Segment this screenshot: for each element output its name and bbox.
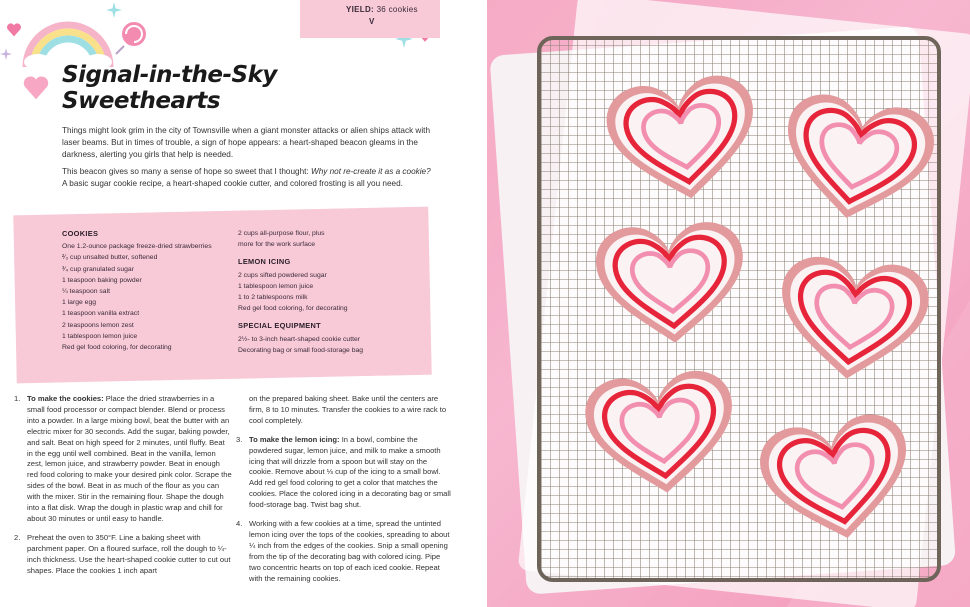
- recipe-title-line2: Sweethearts: [62, 88, 221, 114]
- steps-column-right: [236, 394, 451, 593]
- lollipop-icon: [112, 16, 152, 56]
- step-heading: To make the cookies:: [27, 394, 104, 403]
- step-body: Preheat the oven to 350°F. Line a baking sheet with parchment paper. On a floured surface, roll the dough to ¼-inch thickness. Use the heart-shaped cookie cutter to cut out shapes. Place the cookies 1 inch apart: [27, 532, 231, 575]
- heart-icon: [6, 22, 22, 38]
- recipe-step: [236, 435, 451, 511]
- ingredient-item: ³⁄₄ cup granulated sugar: [62, 265, 134, 273]
- yield-text: [346, 5, 418, 14]
- ingredient-item: 1 to 2 tablespoons milk: [238, 294, 308, 302]
- ingredient-item: 2 cups sifted powdered sugar: [238, 271, 327, 279]
- yield-value: 36 cookies: [376, 5, 418, 14]
- ingredient-item: 1 teaspoon vanilla extract: [62, 310, 140, 318]
- equipment-item: Decorating bag or small food-storage bag: [238, 346, 364, 354]
- ingredient-item: ¼ teaspoon salt: [62, 288, 110, 296]
- ingredient-item: Red gel food coloring, for decorating: [238, 305, 348, 313]
- ingredient-item: 1 tablespoon lemon juice: [238, 282, 314, 290]
- equipment-item: 2½- to 3-inch heart-shaped cookie cutter: [238, 335, 361, 343]
- ingredient-item: 1 teaspoon baking powder: [62, 276, 142, 284]
- sparkle-icon: [106, 2, 122, 18]
- yield-label: YIELD:: [346, 5, 375, 14]
- step-body: In a bowl, combine the powdered sugar, lemon juice, and milk to make a smooth icing that will drizzle from a spoon but will stay on the cookie. Remove about ⅓ cup of the icing to a small bowl. Add red gel food coloring to get a color that matches the cookies. Place the colored icing in a decorating bag or small food-storage bag. Twist bag shut.: [249, 434, 451, 510]
- recipe-step: [14, 394, 232, 525]
- intro-text: This beacon gives so many a sense of hope so sweet that I thought:: [62, 167, 311, 176]
- ingredient-item: more for the work surface: [238, 241, 316, 249]
- step-continuation: on the prepared baking sheet. Bake until the centers are firm, 8 to 10 minutes. Transfer the cookies to a wire rack to cool completely.: [249, 394, 447, 425]
- step-number: 4.: [236, 519, 243, 529]
- intro-paragraph: Things might look grim in the city of Townsville when a giant monster attacks or alien ships attack with laser beams. But in times of trouble, a sign of hope appears: a heart-shaped beacon gleams in the darkness, alerting you girls that help is needed.: [62, 126, 430, 159]
- ingredients-cookies: [62, 228, 232, 353]
- ingredient-item: ²⁄₃ cup unsalted butter, softened: [62, 254, 158, 262]
- step-text: [27, 394, 232, 525]
- step-body: Place the dried strawberries in a small food processor or compact blender. Blend or process into a powder. In a large mixing bowl, beat the butter with an electric mixer for 30 seconds. Add the sugar, baking powder, and salt. Beat on high speed for 2 minutes, until fluffy. Beat in the egg until well combined. Beat in the vanilla, lemon zest, lemon juice, and strawberry powder. Beat in enough red food coloring to make your desired pink color. Scrape the sides of the bowl. Beat in as much of the flour as you can with the mixer. Stir in the remaining flour. Shape the dough into a flat disk. Wrap the dough in plastic wrap and chill for about 30 minutes or until easy to handle.: [27, 394, 232, 523]
- ingredient-item: 2 cups all-purpose flour, plus: [238, 230, 325, 237]
- ingredients-icing: [238, 228, 413, 356]
- step-heading: To make the lemon icing:: [249, 434, 340, 444]
- recipe-title-line1: Signal-in-the-Sky: [62, 62, 277, 88]
- recipe-step: [14, 533, 232, 577]
- step-text: [249, 435, 451, 511]
- ingredient-item: One 1.2-ounce package freeze-dried strawberries: [62, 243, 212, 251]
- cookie-photo: [487, 0, 970, 607]
- intro-paragraph: [62, 166, 434, 190]
- heart-icon: [22, 74, 50, 102]
- recipe-intro: [62, 125, 434, 195]
- cookie-photo-illustration: [487, 0, 970, 607]
- step-number: 1.: [14, 394, 21, 403]
- ingredients-heading: LEMON ICING: [238, 257, 291, 267]
- recipe-title: [62, 62, 277, 114]
- step-body: Working with a few cookies at a time, spread the untinted lemon icing over the tops of the cookies, spreading to about ¼ inch from the edges of the cookies. Snip a small opening from the tip of the decorating bag with colored icing. Pipe two concentric hearts on top of each iced cookie. Repeat with the remaining cookies.: [249, 519, 450, 583]
- recipe-step: [236, 519, 451, 584]
- intro-italic: Why not re-create it as a cookie?: [310, 167, 431, 176]
- ingredient-item: 1 large egg: [62, 299, 97, 307]
- ingredients-heading: SPECIAL EQUIPMENT: [238, 321, 321, 331]
- step-number: 3.: [236, 434, 243, 444]
- intro-text: A basic sugar cookie recipe, a heart-shaped cookie cutter, and colored frosting is all you need.: [62, 179, 403, 188]
- ingredient-item: Red gel food coloring, for decorating: [62, 344, 172, 352]
- ingredient-item: 1 tablespoon lemon juice: [62, 332, 138, 340]
- ingredients-heading: COOKIES: [62, 229, 99, 238]
- steps-column-left: [14, 394, 232, 585]
- dietary-marker: V: [369, 17, 375, 26]
- step-number: 2.: [14, 532, 21, 542]
- ingredient-item: 2 teaspoons lemon zest: [62, 321, 134, 329]
- sparkle-icon: [0, 48, 12, 60]
